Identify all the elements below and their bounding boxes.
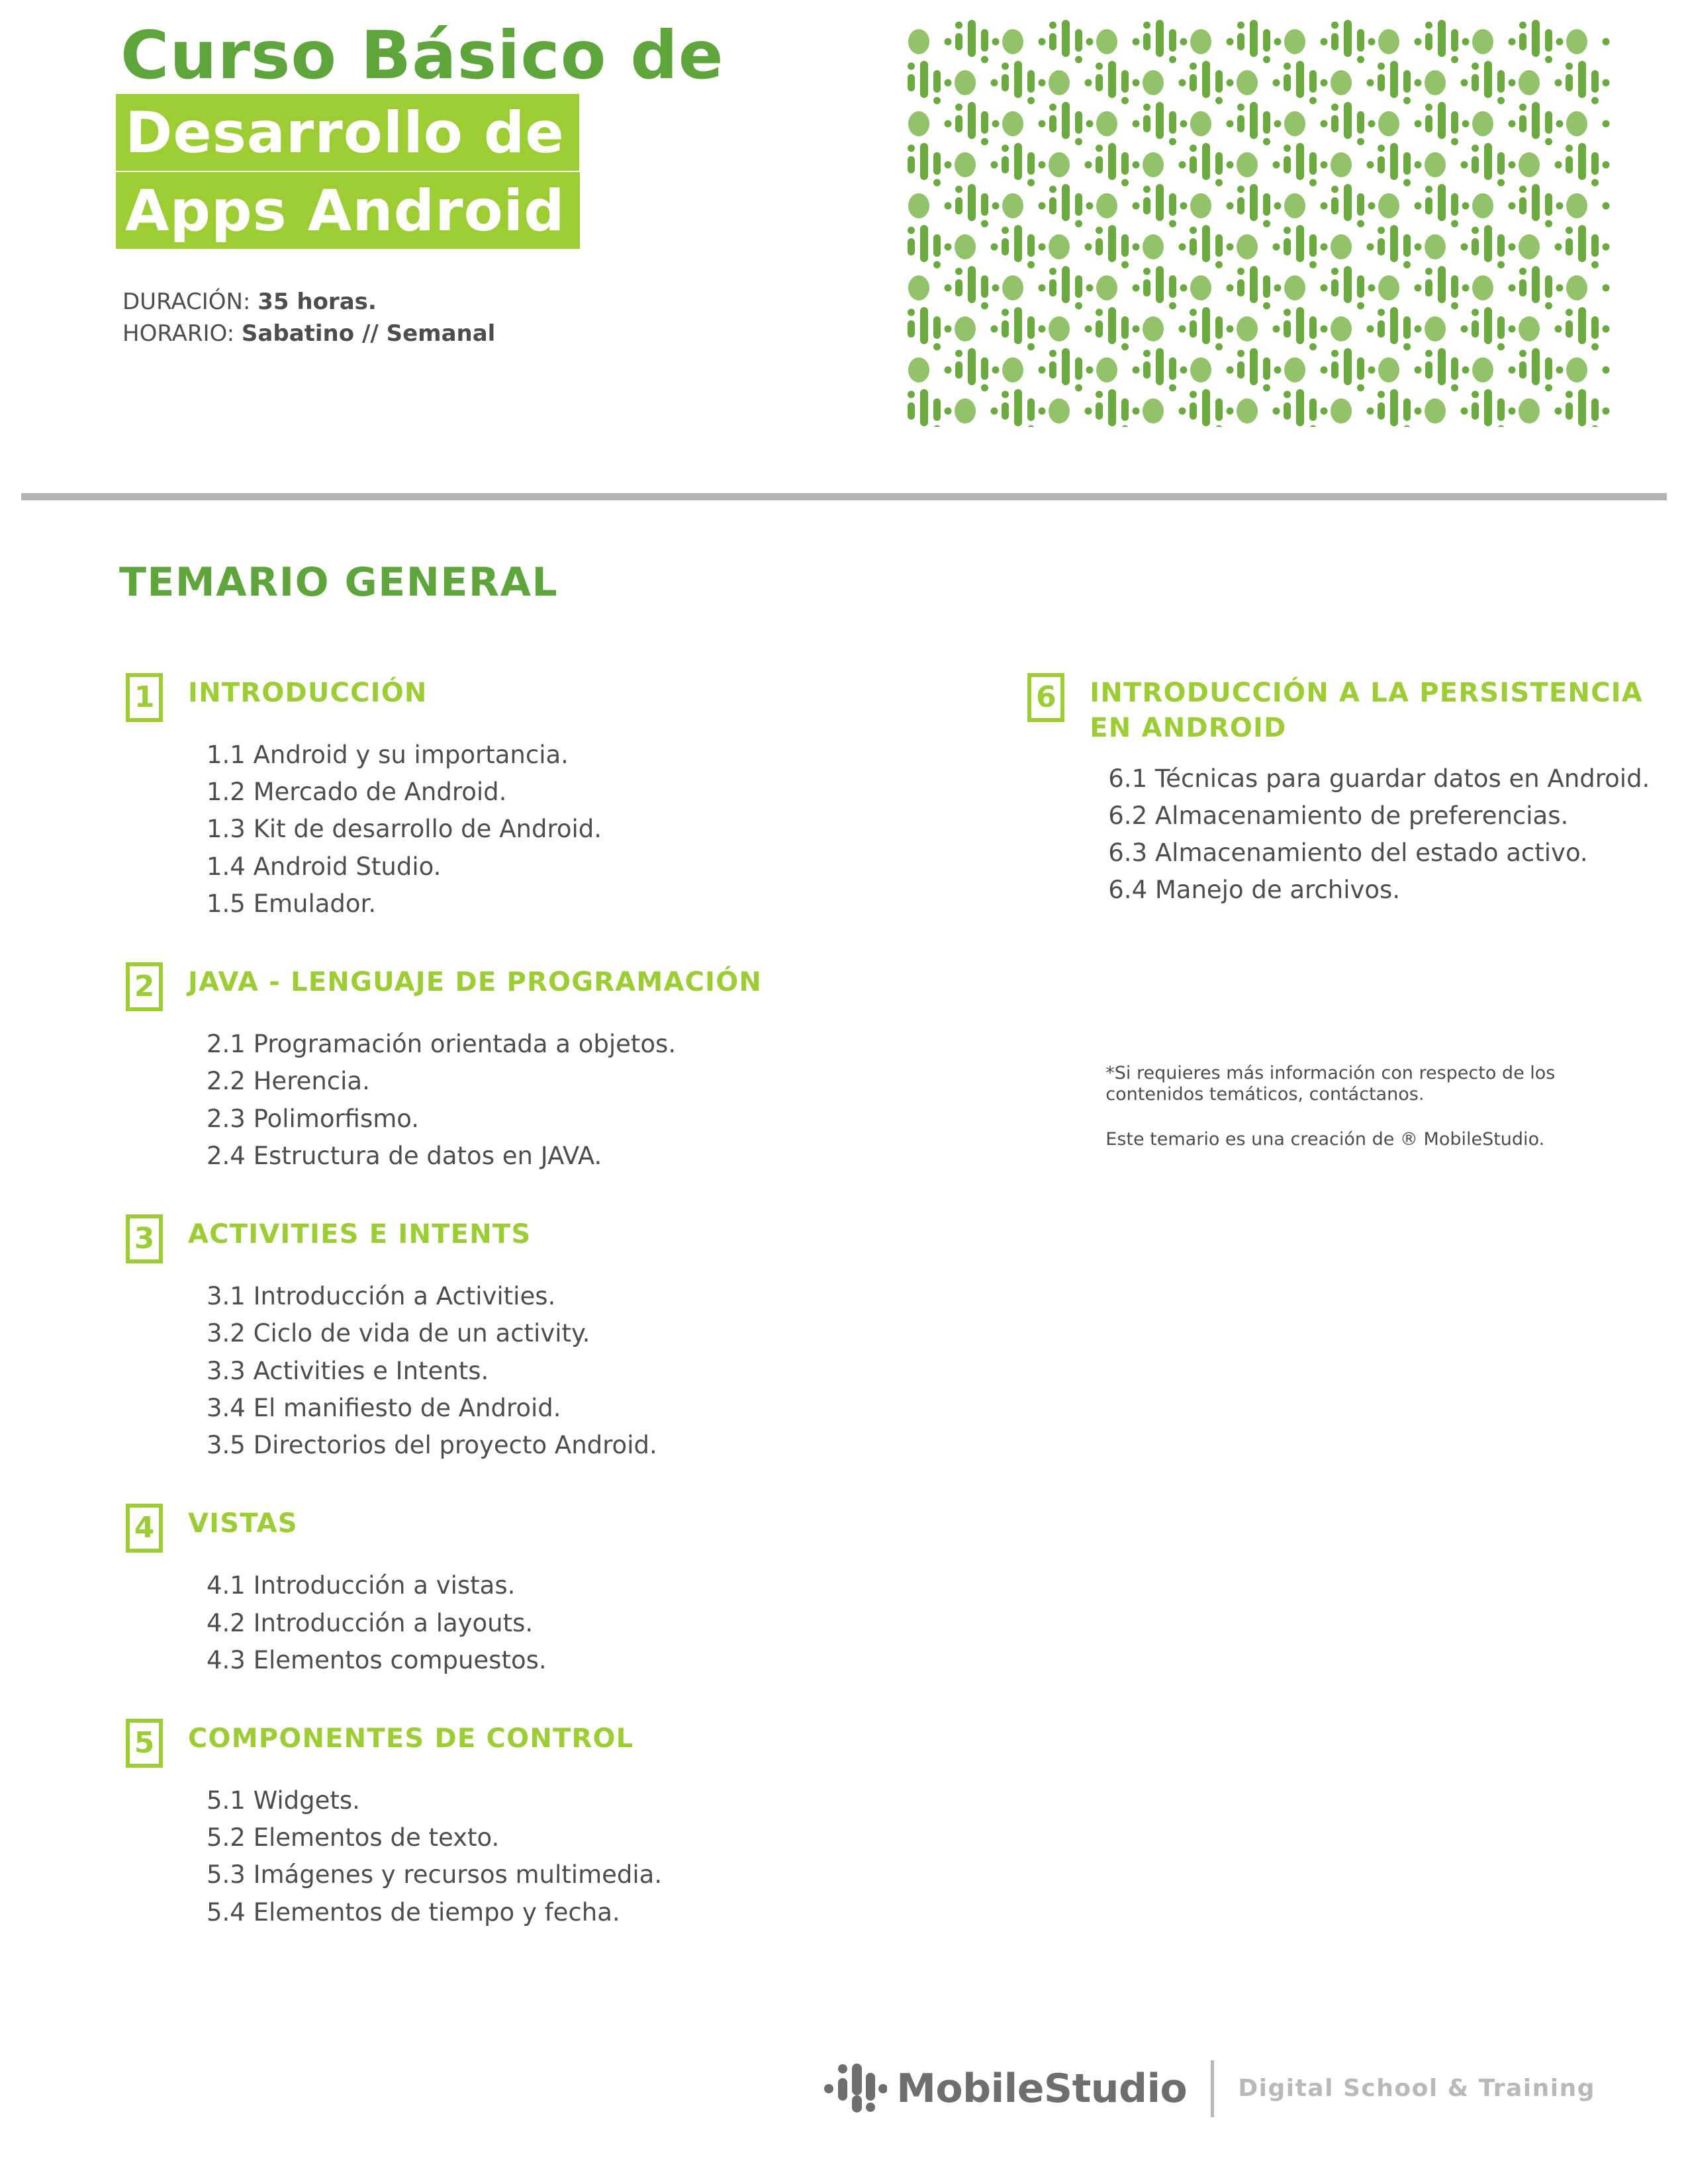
topic-header [1027, 672, 1688, 746]
topic-block [126, 672, 925, 923]
list-item: 3.5 Directorios del proyecto Android. [207, 1431, 657, 1460]
list-item: 5.4 Elementos de tiempo y fecha. [207, 1897, 620, 1927]
topic-item-list [1108, 760, 1688, 909]
topic-number-badge: 1 [126, 673, 163, 722]
topic-number-badge: 6 [1027, 673, 1064, 722]
topic-header [126, 1717, 925, 1768]
footer-divider [1211, 2060, 1214, 2117]
list-item: 6.2 Almacenamiento de preferencias. [1108, 801, 1569, 830]
topic-block [126, 961, 925, 1175]
topic-item-list [207, 1278, 925, 1464]
page-title: TEMARIO GENERAL [119, 559, 559, 606]
list-item: 1.1 Android y su importancia. [207, 741, 569, 769]
topic-header [126, 1502, 925, 1553]
note-credit: Este temario es una creación de ® MobileStudio. [1105, 1129, 1545, 1150]
topic-header [126, 961, 925, 1011]
topic-header [126, 672, 925, 722]
list-item: 3.1 Introducción a Activities. [207, 1282, 556, 1311]
list-item: 5.2 Elementos de texto. [207, 1823, 500, 1852]
brand-lockup [823, 2058, 1187, 2118]
course-title-line-3: Apps Android [116, 172, 580, 249]
syllabus-columns [0, 672, 1688, 1970]
topic-item-list [207, 1026, 925, 1175]
note-contact: *Si requieres más información con respecto de los contenidos temáticos, contáctanos. [1105, 1062, 1556, 1105]
topic-title: JAVA - LENGUAJE DE PROGRAMACIÓN [188, 967, 763, 998]
topic-title: COMPONENTES DE CONTROL [188, 1723, 634, 1754]
topic-number-badge: 4 [126, 1504, 163, 1553]
topic-number-badge: 3 [126, 1214, 163, 1263]
list-item: 6.1 Técnicas para guardar datos en Android. [1108, 764, 1650, 793]
syllabus-left-column [126, 672, 925, 1970]
waveform-logo-icon [823, 2058, 887, 2118]
topic-number-badge: 5 [126, 1719, 163, 1768]
course-duration-value: 35 horas. [258, 289, 377, 315]
topic-block [126, 1502, 925, 1679]
list-item: 1.4 Android Studio. [207, 852, 442, 881]
waveform-dots-pattern-icon [907, 20, 1612, 427]
topic-title: VISTAS [188, 1508, 298, 1539]
list-item: 2.4 Estructura de datos en JAVA. [207, 1141, 602, 1170]
course-duration-label: DURACIÓN: [122, 289, 251, 315]
syllabus-notes [1105, 1063, 1635, 1151]
list-item: 1.3 Kit de desarrollo de Android. [207, 815, 602, 844]
course-schedule-label: HORARIO: [122, 320, 235, 347]
topic-title: INTRODUCCIÓN [188, 678, 428, 708]
course-meta [122, 286, 844, 350]
course-title-line-2: Desarrollo de [116, 94, 579, 171]
topic-item-list [207, 1567, 925, 1679]
list-item: 3.2 Ciclo de vida de un activity. [207, 1319, 590, 1348]
topic-title: ACTIVITIES E INTENTS [188, 1219, 532, 1250]
list-item: 5.3 Imágenes y recursos multimedia. [207, 1860, 663, 1889]
list-item: 4.1 Introducción a vistas. [207, 1571, 516, 1600]
list-item: 2.1 Programación orientada a objetos. [207, 1030, 677, 1059]
list-item: 6.4 Manejo de archivos. [1108, 876, 1401, 905]
topic-block [1027, 672, 1688, 909]
topic-number-badge: 2 [126, 962, 163, 1011]
topic-item-list [207, 1782, 925, 1931]
list-item: 2.2 Herencia. [207, 1067, 370, 1096]
list-item: 5.1 Widgets. [207, 1786, 360, 1815]
brand-name: MobileStudio [896, 2065, 1188, 2112]
topic-title: INTRODUCCIÓN A LA PERSISTENCIA EN ANDROID [1090, 678, 1643, 743]
topic-block [126, 1213, 925, 1464]
list-item: 3.3 Activities e Intents. [207, 1356, 489, 1385]
topic-item-list [207, 737, 925, 923]
list-item: 1.2 Mercado de Android. [207, 778, 507, 807]
course-title-line-1: Curso Básico de [120, 17, 724, 94]
course-schedule-value: Sabatino // Semanal [241, 320, 496, 347]
list-item: 6.3 Almacenamiento del estado activo. [1108, 839, 1588, 868]
course-duration-row [122, 286, 844, 318]
list-item: 3.4 El manifiesto de Android. [207, 1393, 561, 1422]
header-divider [21, 493, 1667, 500]
page-header [0, 0, 1688, 463]
list-item: 4.3 Elementos compuestos. [207, 1645, 547, 1674]
brand-tagline: Digital School & Training [1238, 2074, 1595, 2102]
list-item: 2.3 Polimorfismo. [207, 1104, 420, 1133]
topic-block [126, 1717, 925, 1931]
syllabus-right-column [1027, 672, 1688, 1970]
course-title-block [116, 17, 844, 350]
page-footer [0, 2058, 1688, 2118]
syllabus-section [0, 559, 1688, 1970]
topic-header [126, 1213, 925, 1263]
list-item: 1.5 Emulador. [207, 889, 377, 918]
list-item: 4.2 Introducción a layouts. [207, 1608, 534, 1637]
course-schedule-row [122, 318, 844, 349]
